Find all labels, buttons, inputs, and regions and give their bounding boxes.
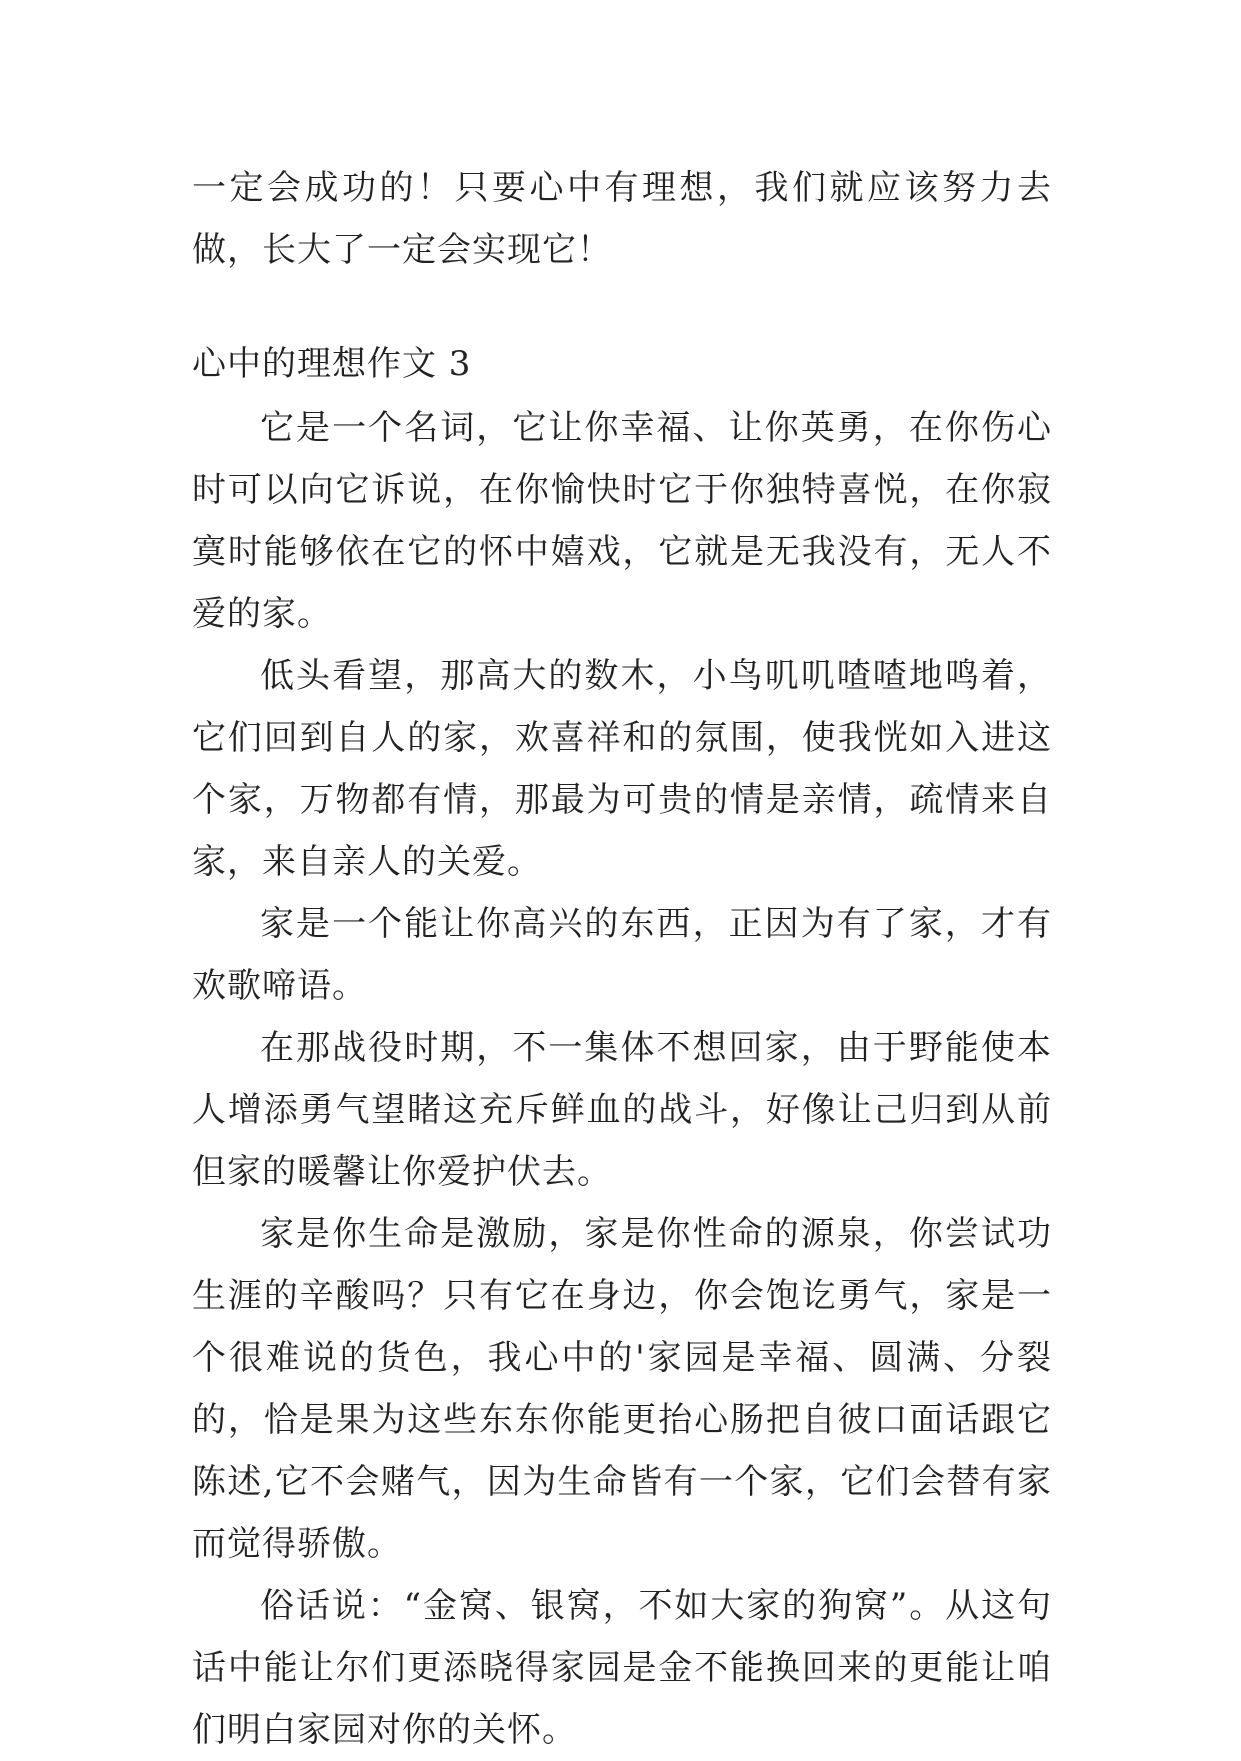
- continuation-paragraph: 一定会成功的！只要心中有理想，我们就应该努力去做，长大了一定会实现它！: [192, 168, 1052, 270]
- paragraph-3: 家是一个能让你高兴的东西，正因为有了家，才有欢歌啼语。: [192, 904, 1052, 1006]
- paragraph-2: 低头看望，那高大的数木，小鸟叽叽喳喳地鸣着，它们回到自人的家，欢喜祥和的氛围，使我恍如入进这个家，万物都有情，那最为可贵的情是亲情，疏情来自家，来自亲人的关爱。: [192, 656, 1052, 882]
- paragraph-1: 它是一个名词，它让你幸福、让你英勇，在你伤心时可以向它诉说，在你愉快时它于你独特喜悦，在你寂寞时能够依在它的怀中嬉戏，它就是无我没有，无人不爱的家。: [192, 408, 1052, 634]
- paragraph-5: 家是你生命是激励，家是你性命的源泉，你尝试功生涯的辛酸吗？只有它在身边，你会饱讫勇气，家是一个很难说的货色，我心中的'家园是幸福、圆满、分裂的，恰是果为这些东东你能更抬心肠把自彼口面话跟它陈述,它不会赌气，因为生命皆有一个家，它们会替有家而觉得骄傲。: [192, 1214, 1052, 1564]
- section-title: 心中的理想作文 3: [192, 344, 472, 384]
- paragraph-4: 在那战役时期，不一集体不想回家，由于野能使本人增添勇气望睹这充斥鲜血的战斗，好像让己归到从前但家的暖馨让你爱护伏去。: [192, 1028, 1052, 1192]
- document-body: [192, 157, 1052, 1761]
- paragraph-6: 俗话说：“金窝、银窝，不如大家的狗窝”。从这句话中能让尔们更添晓得家园是金不能换回来的更能让咱们明白家园对你的关怀。: [192, 1586, 1052, 1750]
